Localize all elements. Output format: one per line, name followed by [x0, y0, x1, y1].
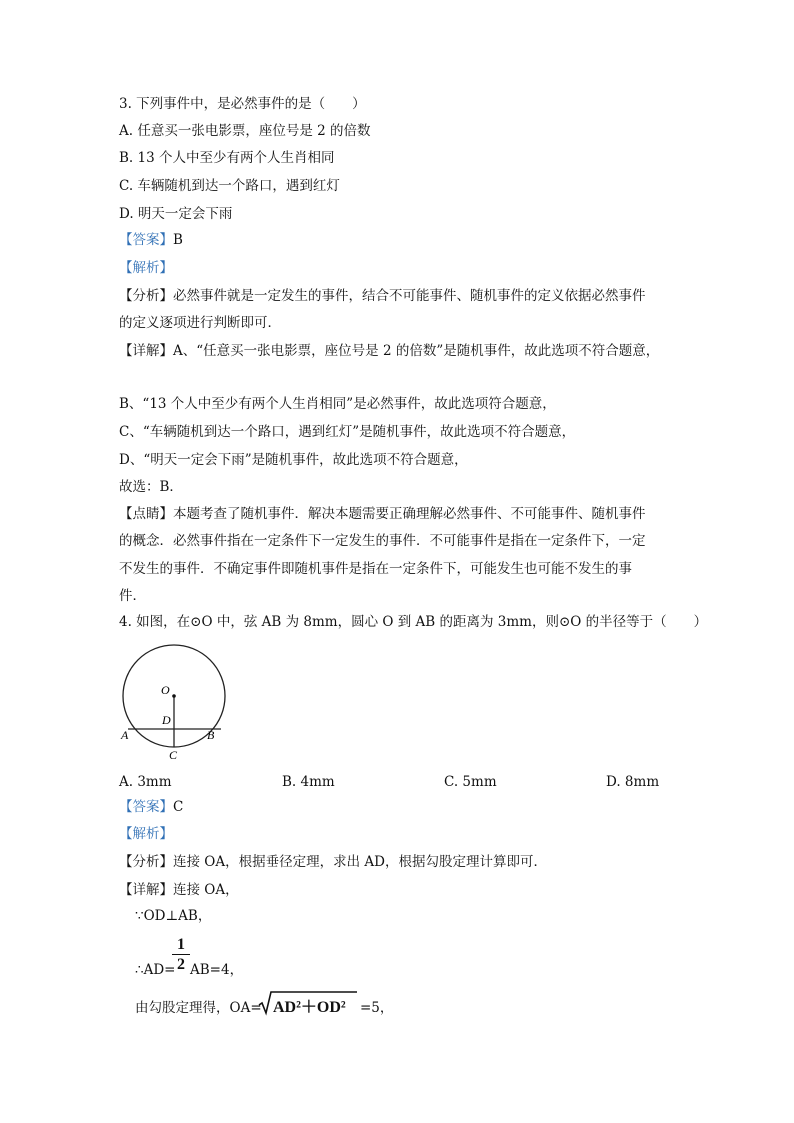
circle-figure: [119, 640, 231, 762]
sqrt-radicand: AD²＋OD²: [273, 999, 346, 1016]
label-c: C: [169, 748, 178, 762]
q3-choose: 故选：B．: [119, 479, 183, 495]
q4-answer-value: C: [173, 799, 184, 815]
q3-detail-tag: 【详解】: [119, 343, 173, 359]
q4-step3-prefix: 由勾股定理得，OA=: [135, 1000, 262, 1016]
q3-detail-b: B、“13 个人中至少有两个人生肖相同”是必然事件，故此选项符合题意，: [119, 396, 556, 412]
q3-answer: [119, 230, 183, 250]
q3-comment-line2: 的概念．必然事件指在一定条件下一定发生的事件．不可能事件是指在一定条件下，一定: [119, 533, 646, 549]
q4-step2-suffix: AB=4，: [190, 962, 244, 978]
q4-stem: 4. 如图，在⊙O 中，弦 AB 为 8mm，圆心 O 到 AB 的距离为 3mm，则⊙O 的半径等于（ ）: [119, 614, 708, 630]
q3-fenxi: [119, 286, 646, 306]
label-a: A: [121, 728, 129, 742]
q4-option-b: B. 4mm: [282, 774, 335, 790]
q3-option-c: C. 车辆随机到达一个路口，遇到红灯: [119, 178, 340, 194]
label-d: D: [162, 713, 171, 727]
q3-fenxi-line2: 的定义逐项进行判断即可．: [119, 315, 281, 331]
fraction-half: [172, 936, 190, 973]
q4-option-c: C. 5mm: [444, 774, 497, 790]
q4-option-a: A. 3mm: [119, 774, 172, 790]
q4-detail: [119, 880, 239, 900]
q3-option-d: D. 明天一定会下雨: [119, 206, 233, 222]
q4-answer-tag: 【答案】: [119, 799, 173, 815]
q3-comment-line1: 本题考查了随机事件．解决本题需要正确理解必然事件、不可能事件、随机事件: [173, 506, 646, 522]
q4-step2-prefix: ∴AD=: [135, 962, 176, 978]
q4-step3-suffix: =5，: [360, 1000, 394, 1016]
q3-fenxi-line1: 必然事件就是一定发生的事件，结合不可能事件、随机事件的定义依据必然事件: [173, 288, 646, 304]
q3-comment-line4: 件．: [119, 588, 146, 604]
q3-analysis-tag: 【解析】: [119, 260, 173, 276]
q4-fenxi: [119, 852, 547, 872]
q3-comment-tag: 【点睛】: [119, 506, 173, 522]
q4-answer: [119, 797, 183, 817]
fraction-denominator: 2: [177, 956, 185, 973]
fraction-bar: [172, 954, 190, 955]
q3-option-b: B. 13 个人中至少有两个人生肖相同: [119, 150, 335, 166]
q3-comment-line3: 不发生的事件．不确定事件即随机事件是指在一定条件下，可能发生也可能不发生的事: [119, 561, 632, 577]
q3-detail: [119, 341, 659, 361]
q4-fenxi-text: 连接 OA，根据垂径定理，求出 AD，根据勾股定理计算即可．: [173, 854, 547, 870]
q3-stem: 3. 下列事件中，是必然事件的是（ ）: [119, 96, 366, 112]
q4-option-d: D. 8mm: [606, 774, 660, 790]
q4-analysis-tag: 【解析】: [119, 826, 173, 842]
label-o: O: [161, 683, 170, 697]
q3-fenxi-tag: 【分析】: [119, 288, 173, 304]
label-b: B: [207, 728, 215, 742]
q3-comment: [119, 504, 646, 524]
q4-step1: ∵OD⊥AB，: [135, 908, 212, 924]
q3-detail-c: C、“车辆随机到达一个路口，遇到红灯”是随机事件，故此选项不符合题意，: [119, 424, 576, 440]
q3-option-a: A. 任意买一张电影票，座位号是 2 的倍数: [119, 123, 371, 139]
q3-detail-a: A、“任意买一张电影票，座位号是 2 的倍数”是随机事件，故此选项不符合题意，: [173, 343, 660, 359]
q4-fenxi-tag: 【分析】: [119, 854, 173, 870]
q3-answer-value: B: [173, 232, 183, 248]
q3-answer-tag: 【答案】: [119, 232, 173, 248]
fraction-numerator: 1: [177, 936, 185, 953]
q3-detail-d: D、“明天一定会下雨”是随机事件，故此选项不符合题意，: [119, 452, 468, 468]
center-point: [172, 694, 176, 698]
q4-detail-text: 连接 OA，: [173, 882, 239, 898]
q4-detail-tag: 【详解】: [119, 882, 173, 898]
